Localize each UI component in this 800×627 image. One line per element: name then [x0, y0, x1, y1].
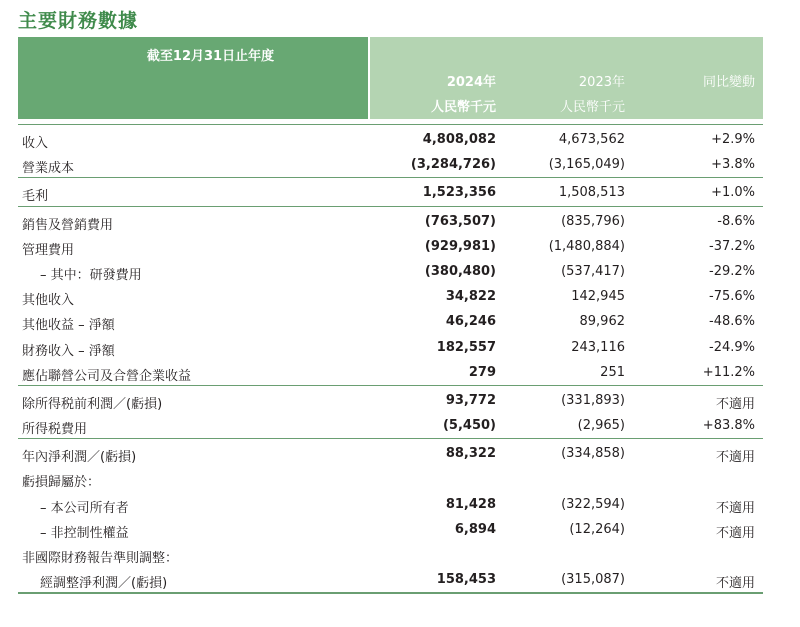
unit-2023: 人民幣千元 — [559, 100, 625, 115]
row-label: 其他收益 – 淨額 — [22, 318, 115, 334]
value-yoy: 不適用 — [715, 500, 755, 516]
year-end-label: 截至12月31日止年度 — [146, 49, 275, 64]
value-2024: (929,981) — [424, 238, 496, 254]
row-label: – 非控制性權益 — [40, 525, 129, 541]
value-yoy: -75.6% — [709, 289, 755, 305]
table-header — [18, 37, 763, 119]
value-2024: 81,428 — [445, 496, 496, 512]
value-yoy: -29.2% — [709, 263, 755, 279]
table-row — [18, 180, 763, 205]
row-label: 應佔聯營公司及合營企業收益 — [22, 368, 192, 384]
col-yoy-header: 同比變動 — [702, 75, 755, 90]
value-2023: 251 — [600, 364, 625, 380]
value-yoy: +83.8% — [702, 418, 755, 434]
value-yoy: 不適用 — [715, 396, 755, 412]
table-row — [18, 127, 763, 152]
value-2024: 182,557 — [436, 339, 496, 355]
table-row — [18, 284, 763, 309]
value-yoy: +1.0% — [711, 185, 755, 201]
row-label: 收入 — [22, 136, 49, 151]
value-2023: (835,796) — [561, 213, 625, 229]
value-2024: 4,808,082 — [422, 132, 496, 147]
value-2023: (12,264) — [569, 521, 625, 537]
row-label: 管理費用 — [22, 242, 75, 258]
page-title: 主要財務數據 — [18, 10, 139, 32]
row-label: 毛利 — [22, 189, 49, 205]
unit-2024: 人民幣千元 — [430, 100, 496, 115]
table-row — [18, 335, 763, 360]
table-row — [18, 360, 763, 385]
value-2023: 89,962 — [579, 314, 625, 330]
row-label: 所得税費用 — [22, 422, 88, 438]
table-row — [18, 234, 763, 259]
value-yoy: -48.6% — [709, 314, 755, 330]
row-group — [18, 177, 763, 205]
table-row — [18, 466, 763, 491]
value-yoy: 不適用 — [715, 576, 755, 592]
value-2023: (2,965) — [577, 418, 625, 434]
value-2023: (334,858) — [561, 446, 625, 462]
value-2024: (3,284,726) — [410, 157, 496, 173]
row-label: 年內淨利潤／(虧損) — [22, 450, 137, 466]
row-label: 銷售及營銷費用 — [22, 217, 114, 233]
row-label: 除所得税前利潤／(虧損) — [22, 396, 163, 412]
value-yoy: 不適用 — [715, 450, 755, 466]
value-2024: 34,822 — [445, 289, 496, 305]
value-2023: 142,945 — [571, 289, 625, 305]
value-yoy: +3.8% — [711, 157, 755, 173]
table-row — [18, 517, 763, 542]
table-row — [18, 259, 763, 284]
value-2023: 1,508,513 — [558, 185, 625, 201]
table-row — [18, 542, 763, 567]
value-2024: 88,322 — [445, 446, 496, 462]
row-label: 虧損歸屬於： — [22, 475, 101, 491]
financial-table — [18, 124, 763, 594]
value-2023: (331,893) — [561, 392, 625, 408]
value-2024: 279 — [468, 364, 496, 380]
table-bottom-rule — [18, 592, 763, 594]
table-row — [18, 567, 763, 592]
value-2023: 4,673,562 — [558, 132, 625, 147]
row-label: – 其中：研發費用 — [40, 267, 142, 283]
value-2024: 46,246 — [445, 314, 496, 330]
col-2023-header: 2023年 — [578, 75, 625, 90]
value-2023: (315,087) — [561, 572, 625, 588]
row-label: – 本公司所有者 — [40, 500, 129, 516]
value-yoy: 不適用 — [715, 525, 755, 541]
row-label: 其他收入 — [22, 293, 75, 309]
value-2024: 6,894 — [454, 521, 496, 537]
value-yoy: +11.2% — [702, 364, 755, 380]
value-yoy: +2.9% — [711, 132, 755, 147]
value-2023: 243,116 — [571, 339, 625, 355]
table-row — [18, 152, 763, 177]
table-row — [18, 492, 763, 517]
value-2023: (3,165,049) — [548, 157, 625, 173]
row-label: 經調整淨利潤／(虧損) — [40, 576, 168, 592]
row-label: 營業成本 — [22, 161, 75, 177]
table-row — [18, 413, 763, 438]
row-group — [18, 124, 763, 177]
row-group — [18, 385, 763, 438]
value-2024: 158,453 — [436, 572, 496, 588]
value-2024: 93,772 — [445, 392, 496, 408]
value-2024: (5,450) — [442, 418, 496, 434]
value-2024: (763,507) — [424, 213, 496, 229]
value-2024: (380,480) — [424, 263, 496, 279]
value-2024: 1,523,356 — [422, 185, 496, 201]
value-2023: (322,594) — [561, 496, 625, 512]
table-row — [18, 309, 763, 334]
value-yoy: -8.6% — [717, 213, 755, 229]
table-row — [18, 441, 763, 466]
value-2023: (537,417) — [561, 263, 625, 279]
value-yoy: -37.2% — [709, 238, 755, 254]
table-row — [18, 388, 763, 413]
table-row — [18, 209, 763, 234]
value-yoy: -24.9% — [709, 339, 755, 355]
row-group — [18, 206, 763, 385]
row-label: 財務收入 – 淨額 — [22, 343, 115, 359]
col-2024-header: 2024年 — [446, 75, 496, 90]
row-group — [18, 438, 763, 592]
row-label: 非國際財務報告準則調整： — [22, 551, 179, 566]
value-2023: (1,480,884) — [548, 238, 625, 254]
